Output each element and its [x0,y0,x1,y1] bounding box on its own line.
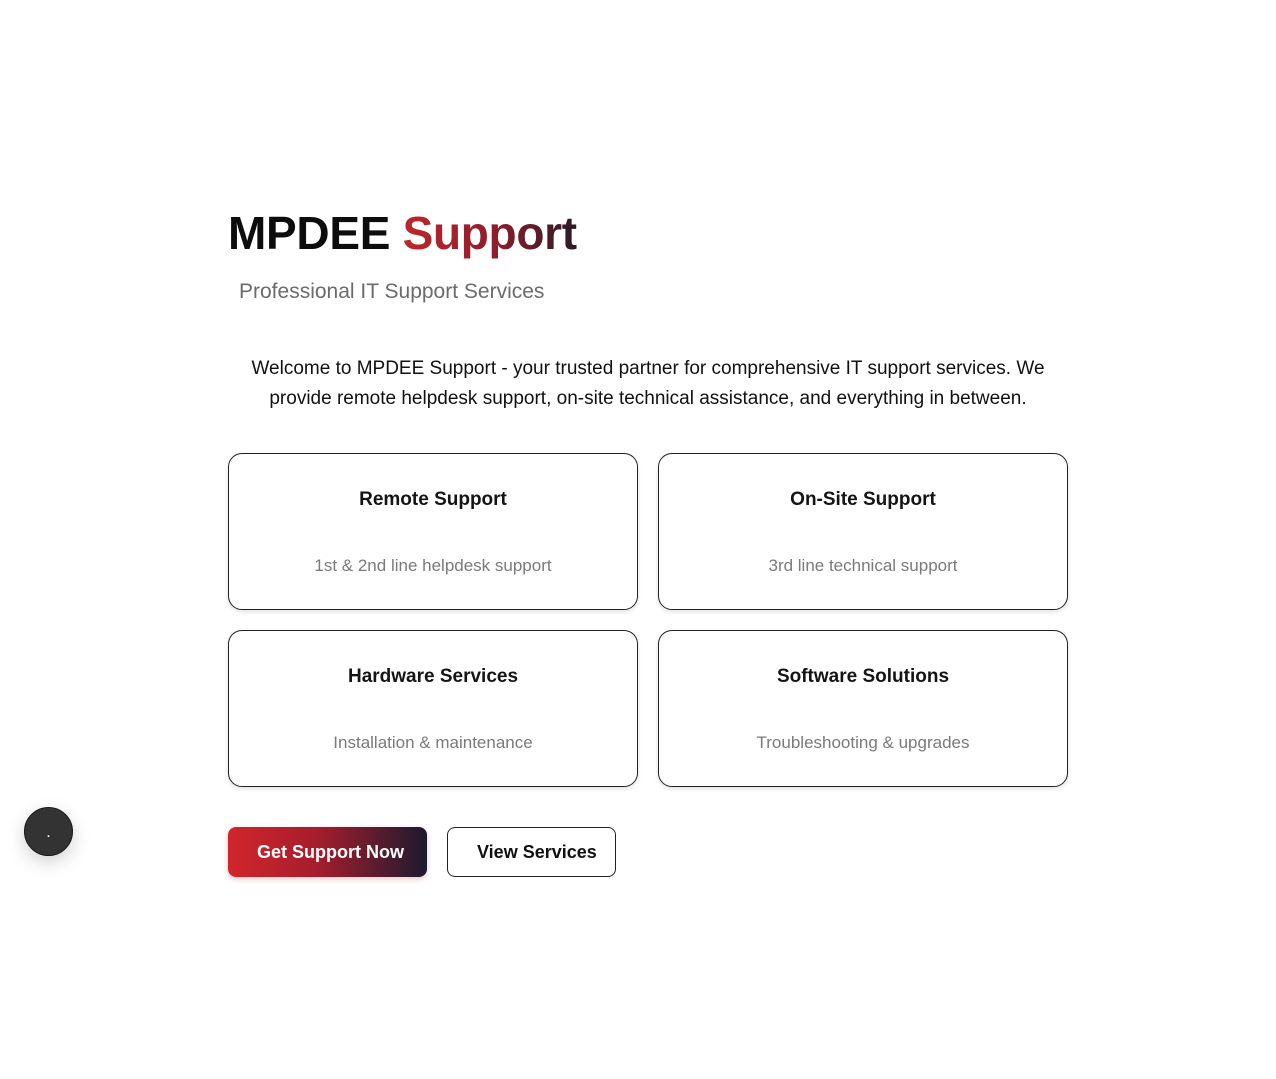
hero-section [228,200,1068,877]
service-card-software-solutions [658,630,1068,787]
service-card-description: 3rd line technical support [768,556,958,575]
service-card-description: Troubleshooting & upgrades [756,733,970,752]
get-support-now-button[interactable]: Get Support Now [228,827,427,877]
view-services-button[interactable]: View Services [447,827,616,877]
service-card-description: 1st & 2nd line helpdesk support [314,556,552,575]
service-card-title: Software Solutions [776,666,950,687]
page-title [228,200,1068,266]
service-card-on-site-support [658,453,1068,610]
title-brand: MPDEE [228,207,391,259]
service-card-description: Installation & maintenance [333,733,533,752]
service-card-remote-support [228,453,638,610]
hero-actions [228,827,1068,877]
service-card-hardware-services [228,630,638,787]
dot-icon: . [46,824,51,841]
service-card-title: On-Site Support [790,489,936,510]
title-accent: Support [402,207,577,259]
service-card-title: Hardware Services [347,666,519,687]
page-subtitle: Professional IT Support Services [239,280,545,303]
service-card-title: Remote Support [359,489,507,510]
floating-action-button[interactable] [24,807,73,856]
services-grid [228,453,1068,787]
intro-text: Welcome to MPDEE Support - your trusted partner for comprehensive IT support services. We provide remote helpdesk support, on-site technical assistance, and everything in between. [251,358,1045,409]
